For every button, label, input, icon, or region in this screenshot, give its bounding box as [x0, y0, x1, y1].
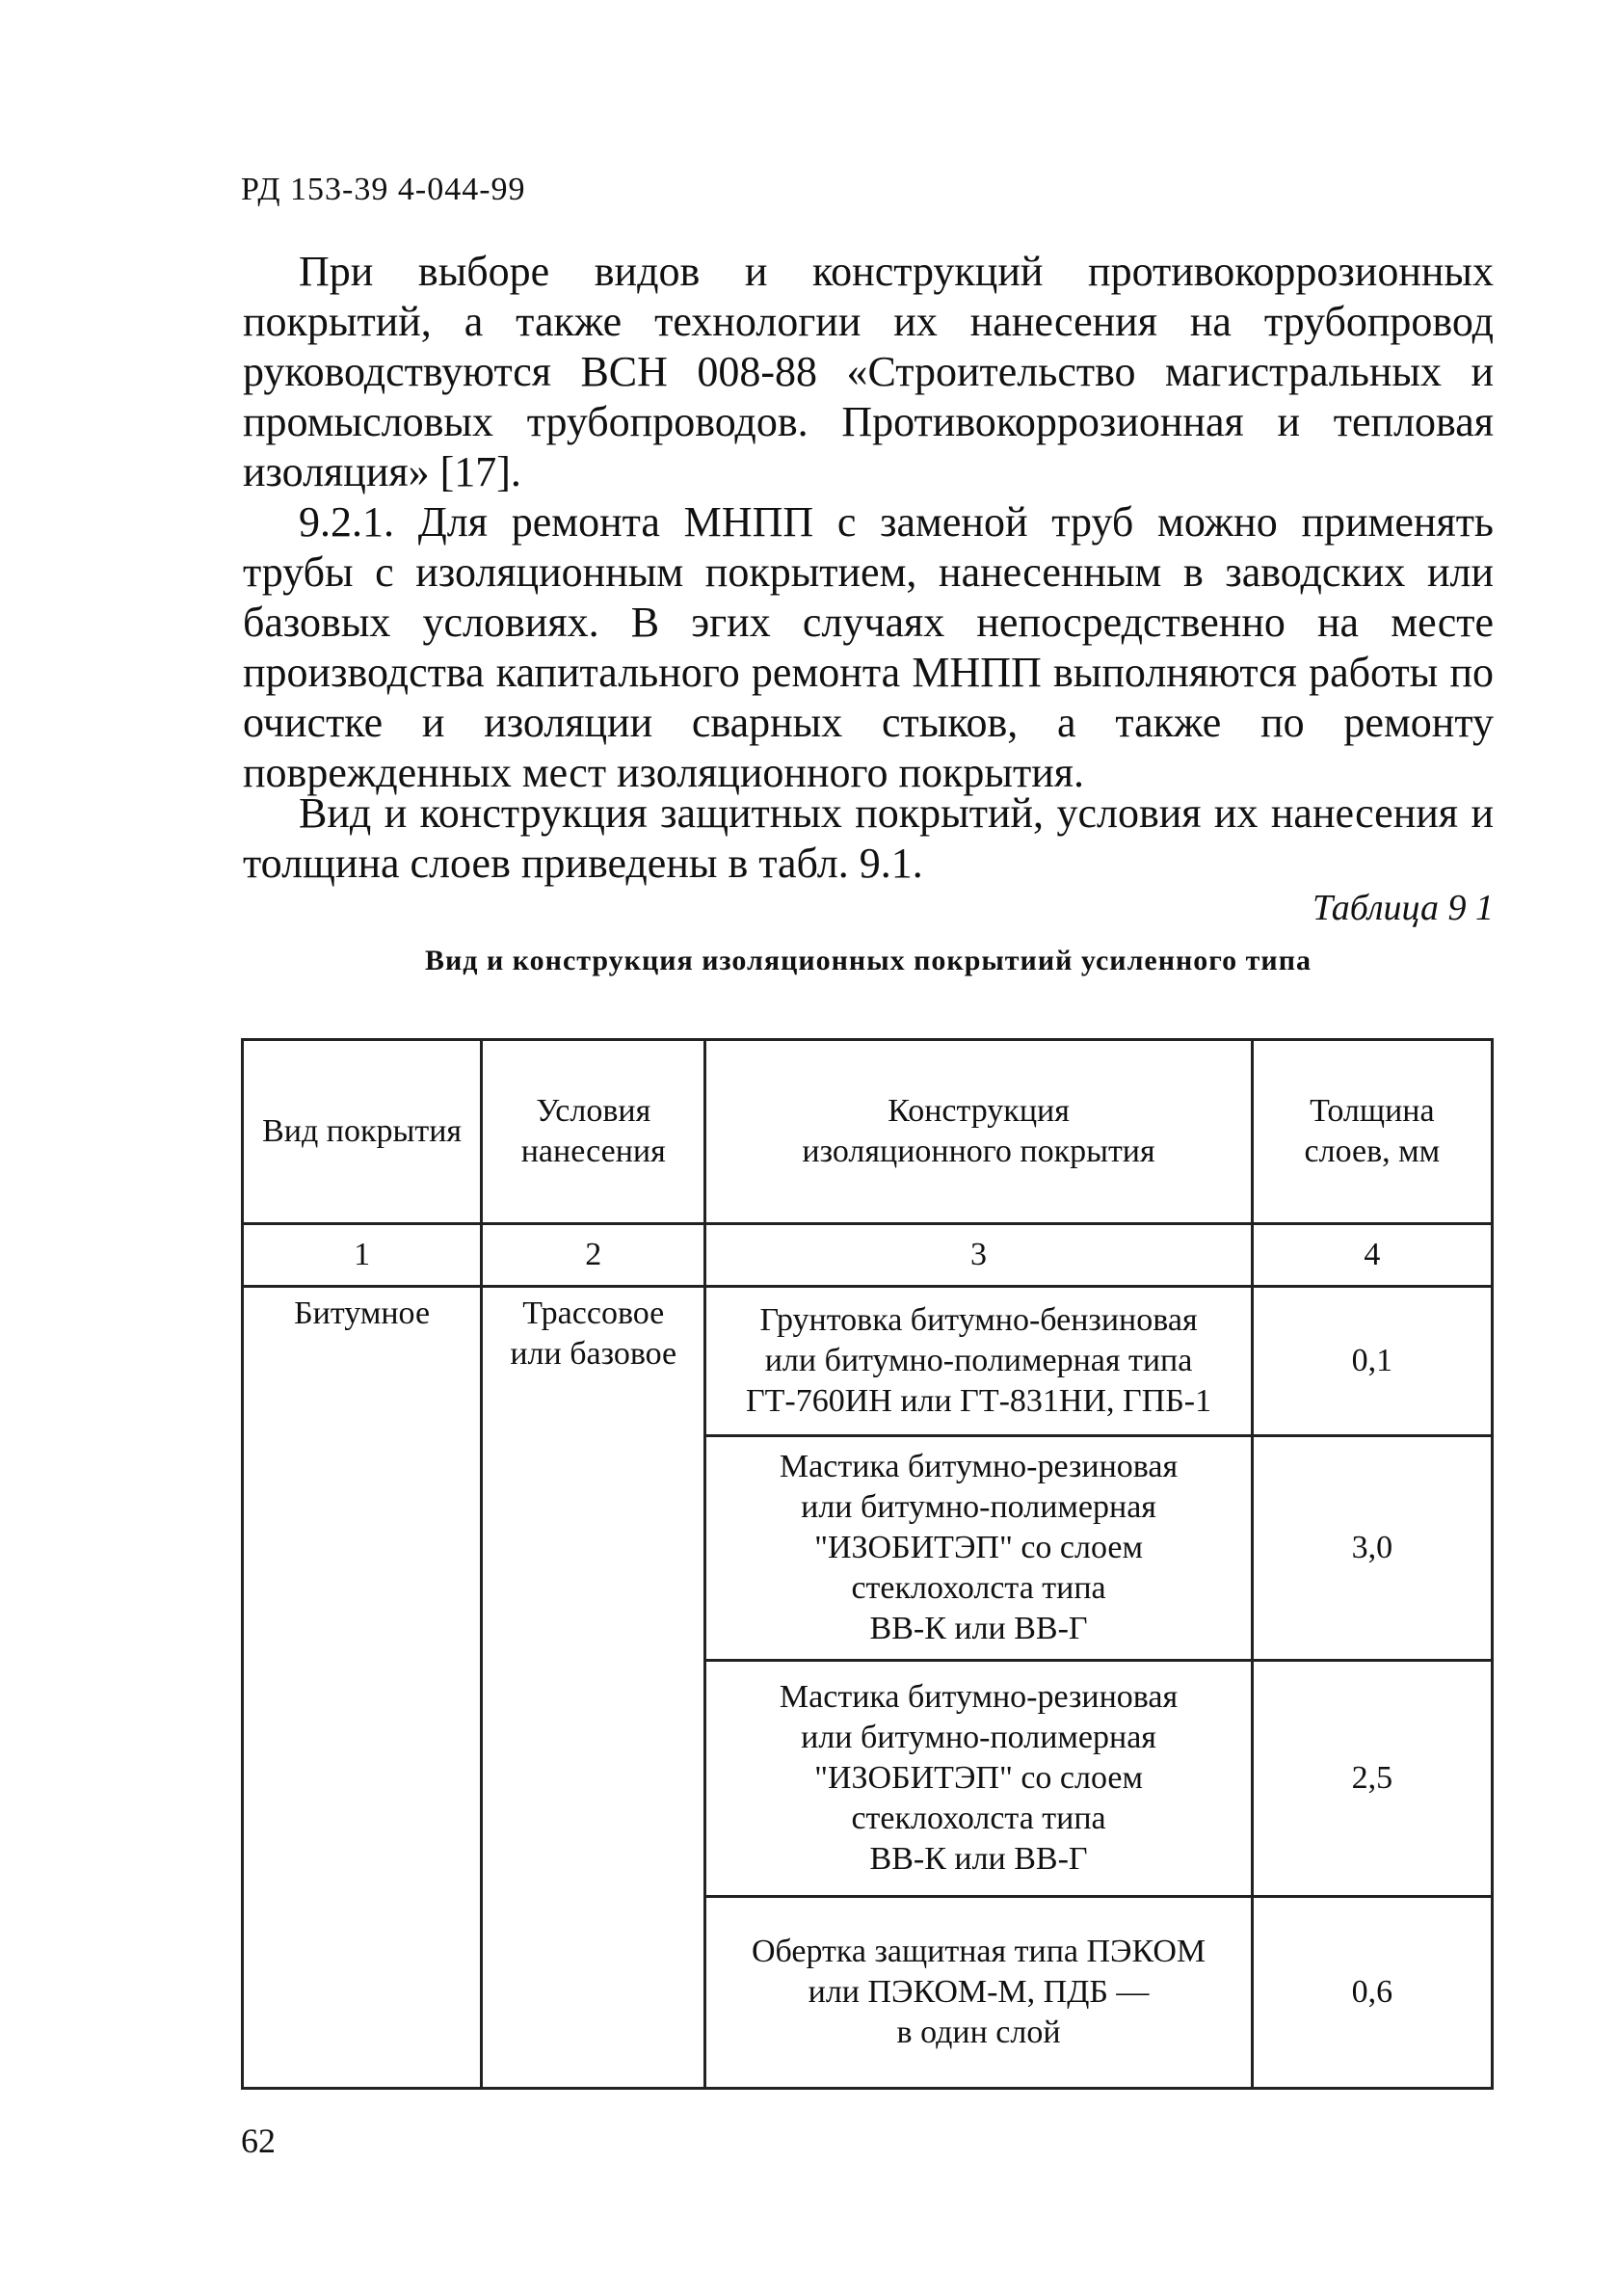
- paragraph-coating-selection: При выборе видов и конструкций противокоррозионных покрытий, а также технологии их нанесения на трубопровод руководствуются ВСН 008-88 «Строительство магистральных и промысловых трубопроводов. Противокоррозионная и тепловая изоляция» [17].: [243, 248, 1494, 495]
- header-construction-line1: Конструкция: [888, 1093, 1070, 1129]
- construction-line: Грунтовка битумно-бензиновая: [759, 1302, 1198, 1338]
- column-number: 1: [243, 1224, 482, 1287]
- table-header-row: [243, 1040, 1493, 1224]
- construction-line: ВВ-К или ВВ-Г: [869, 1611, 1088, 1646]
- construction-line: Обертка защитная типа ПЭКОМ: [751, 1934, 1206, 1969]
- header-thickness-line1: Толщина: [1310, 1093, 1435, 1129]
- construction-cell: [705, 1661, 1252, 1897]
- construction-line: или битумно-полимерная: [801, 1489, 1156, 1525]
- thickness-cell: 2,5: [1252, 1661, 1492, 1897]
- coating-table: [241, 1038, 1494, 2090]
- construction-cell: [705, 1897, 1252, 2089]
- construction-line: или битумно-полимерная типа: [764, 1343, 1193, 1378]
- table-row: [243, 1287, 1493, 1436]
- table-label: Таблица 9 1: [1312, 888, 1494, 928]
- header-coating-type: Вид покрытия: [243, 1040, 482, 1224]
- construction-line: в один слой: [896, 2015, 1061, 2050]
- construction-line: "ИЗОБИТЭП" со слоем: [814, 1530, 1143, 1565]
- construction-cell: [705, 1436, 1252, 1661]
- conditions-line2: или базовое: [510, 1336, 677, 1372]
- header-construction: [705, 1040, 1252, 1224]
- table-title: Вид и конструкция изоляционных покрытиий усиленного типа: [425, 945, 1312, 976]
- column-number-row: [243, 1224, 1493, 1287]
- header-thickness-line2: слоев, мм: [1304, 1134, 1441, 1169]
- construction-cell: [705, 1287, 1252, 1436]
- construction-line: стеклохолста типа: [851, 1570, 1106, 1606]
- thickness-cell: 0,6: [1252, 1897, 1492, 2089]
- column-number: 4: [1252, 1224, 1492, 1287]
- construction-line: ВВ-К или ВВ-Г: [869, 1841, 1088, 1877]
- header-construction-line2: изоляционного покрытия: [802, 1134, 1155, 1169]
- column-number: 2: [482, 1224, 705, 1287]
- construction-line: ГТ-760ИН или ГТ-831НИ, ГПБ-1: [745, 1383, 1212, 1419]
- conditions-line1: Трассовое: [522, 1295, 665, 1331]
- document-code: РД 153-39 4-044-99: [241, 172, 526, 207]
- coating-type-cell: Битумное: [243, 1287, 482, 2089]
- header-conditions-line2: нанесения: [520, 1134, 666, 1169]
- page-number: 62: [241, 2122, 276, 2160]
- construction-line: или битумно-полимерная: [801, 1720, 1156, 1755]
- header-conditions-line1: Условия: [536, 1093, 651, 1129]
- construction-line: стеклохолста типа: [851, 1801, 1106, 1836]
- thickness-cell: 3,0: [1252, 1436, 1492, 1661]
- paragraph-9-2-1: 9.2.1. Для ремонта МНПП с заменой труб можно применять трубы с изоляционным покрытием, нанесенным в заводских или базовых условиях. В эгих случаях непосредственно на месте производства капитального ремонта МНПП выполняются работы по очистке и изоляции сварных стыков, а также по ремонту поврежденных мест изоляционного покрытия.: [243, 498, 1494, 796]
- construction-line: Мастика битумно-резиновая: [779, 1449, 1179, 1484]
- thickness-cell: 0,1: [1252, 1287, 1492, 1436]
- construction-line: или ПЭКОМ-М, ПДБ —: [808, 1974, 1150, 2010]
- column-number: 3: [705, 1224, 1252, 1287]
- conditions-cell: [482, 1287, 705, 2089]
- header-conditions: [482, 1040, 705, 1224]
- construction-line: Мастика битумно-резиновая: [779, 1679, 1179, 1715]
- paragraph-table-reference: Вид и конструкция защитных покрытий, условия их нанесения и толщина слоев приведены в табл. 9.1.: [243, 789, 1494, 887]
- construction-line: "ИЗОБИТЭП" со слоем: [814, 1760, 1143, 1796]
- header-thickness: [1252, 1040, 1492, 1224]
